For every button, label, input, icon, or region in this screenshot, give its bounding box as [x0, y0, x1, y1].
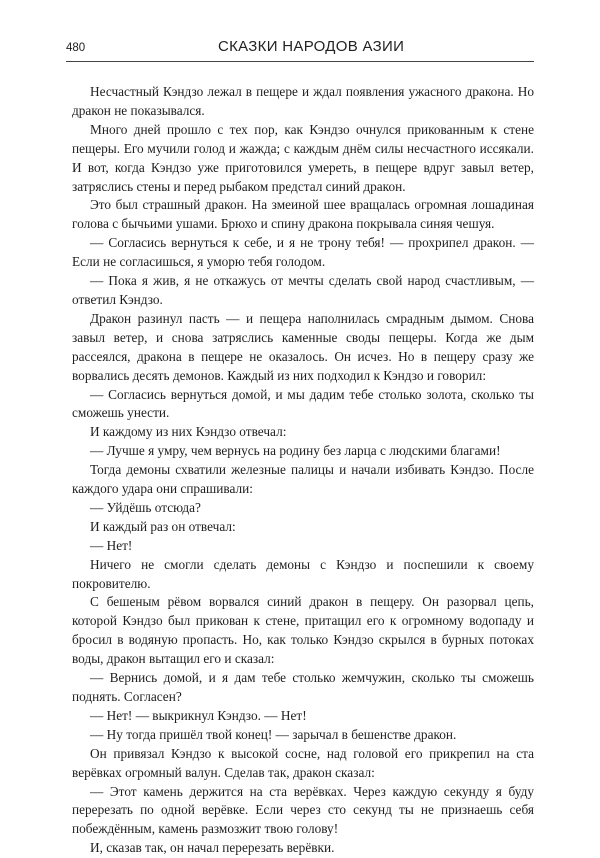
paragraph: — Согласись вернуться к себе, и я не трону тебя! — прохрипел дракон. — Если не согласишься, я уморю тебя голодом. [72, 235, 534, 270]
paragraph: — Этот камень держится на ста верёвках. Через каждую секунду я буду перерезать по одной верёвке. Если через сто секунд ты не признаешь себя побеждённым, камень размозжит твою голову! [72, 783, 534, 837]
paragraph: — Лучше я умру, чем вернусь на родину без ларца с людскими благами! [90, 443, 501, 459]
page-number: 480 [66, 42, 86, 54]
paragraph: Дракон разинул пасть — и пещера наполнилась смрадным дымом. Снова завыл ветер, и снова затряслись каменные своды пещеры. Когда же дым рассеялся, дракона в пещере не оказалось. Он исчез. Но в пещеру сразу же ворвались десять демонов. Каждый из них подходил к Кэндзо и говорил: [72, 310, 534, 383]
paragraph: — Пока я жив, я не откажусь от мечты сделать свой народ счастливым, — ответил Кэндзо. [72, 273, 534, 307]
paragraph: И каждому из них Кэндзо отвечал: [90, 424, 287, 440]
paragraph: — Согласись вернуться домой, и мы дадим тебе столько золота, сколько ты сможешь унести. [72, 386, 534, 421]
paragraph: Он привязал Кэндзо к высокой сосне, над головой его прикрепил на ста верёвках огромный валун. Сделав так, дракон сказал: [72, 745, 534, 780]
paragraph: С бешеным рёвом ворвался синий дракон в пещеру. Он разорвал цепь, которой Кэндзо был прикован к стене, притащил его к огромному водопаду и бросил в водяную пропасть. Но, как только Кэндзо скрылся в бурных потоках воды, дракон вытащил его и сказал: [72, 594, 534, 667]
paragraph: И каждый раз он отвечал: [90, 518, 236, 534]
paragraph: — Вернись домой, и я дам тебе столько жемчужин, сколько ты сможешь поднять. Согласен? [72, 670, 534, 704]
page-header [66, 38, 534, 68]
paragraph: Несчастный Кэндзо лежал в пещере и ждал появления ужасного дракона. Но дракон не показывался. [72, 84, 534, 118]
running-title: СКАЗКИ НАРОДОВ АЗИИ [218, 38, 405, 55]
paragraph: — Ну тогда пришёл твой конец! — зарычал в бешенстве дракон. [90, 726, 457, 742]
paragraph: — Уйдёшь отсюда? [90, 499, 201, 515]
story-text [72, 83, 534, 858]
paragraph: — Нет! [90, 537, 133, 553]
paragraph: Тогда демоны схватили железные палицы и начали избивать Кэндзо. После каждого удара они спрашивали: [72, 462, 534, 497]
paragraph: Ничего не смогли сделать демоны с Кэндзо и поспешили к своему покровителю. [72, 556, 534, 591]
paragraph: — Нет! — выкрикнул Кэндзо. — Нет! [90, 707, 307, 723]
paragraph: И, сказав так, он начал перерезать верёвки. [90, 840, 335, 856]
header-rule [66, 61, 534, 62]
paragraph: Это был страшный дракон. На змеиной шее вращалась огромная лошадиная голова с бычьими ушами. Брюхо и спину дракона покрывала синяя чешуя. [72, 197, 534, 232]
paragraph: Много дней прошло с тех пор, как Кэндзо очнулся прикованным к стене пещеры. Его мучили голод и жажда; с каждым днём силы несчастного иссякали. И вот, когда Кэндзо уже приготовился умереть, в пещере вдруг завыл ветер, затряслись стены и перед рыбаком предстал синий дракон. [72, 121, 534, 194]
